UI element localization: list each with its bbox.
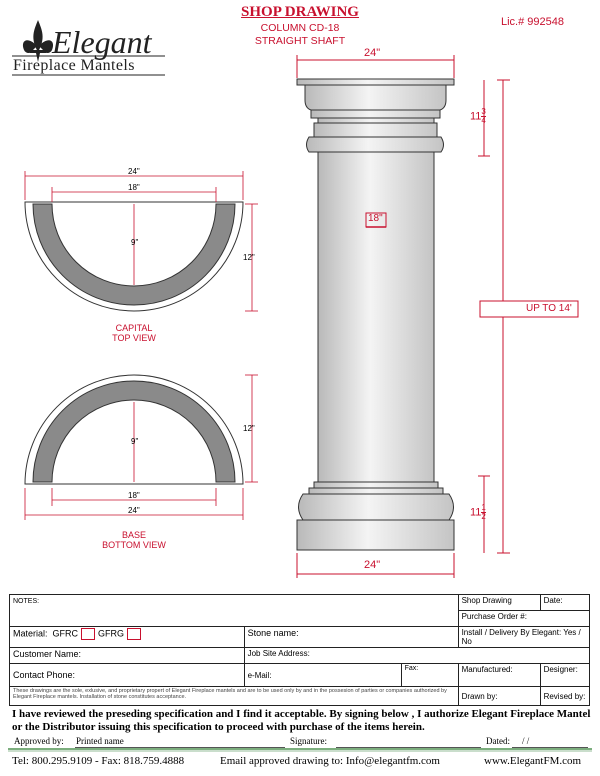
install-delivery-label: Install / Delivery By Elegant: Yes / No [461,628,581,646]
gfrc-label: GFRC [52,628,79,639]
revised-by-label: Revised by: [543,691,586,701]
base-radius-label: 9" [131,437,139,446]
base-height-label [470,504,486,521]
base-view-label-2: BOTTOM VIEW [102,540,166,550]
notes-label: NOTES: [13,598,40,605]
dated-label: Dated: [486,736,510,746]
capital-view-label-1: CAPITAL [115,323,153,333]
purchase-order-label: Purchase Order #: [461,612,527,621]
footer-email: Email approved drawing to: Info@elegantfm.com [220,755,440,767]
capital-height-den: 4 [481,116,486,125]
notes-field[interactable] [10,595,459,627]
footer-phones: Tel: 800.295.9109 - Fax: 818.759.4888 [12,755,185,767]
model-number: COLUMN CD-18 [260,22,340,34]
customer-name-field[interactable] [10,648,245,664]
base-view-label [94,530,174,550]
signature-label: Signature: [290,736,327,746]
manufactured-field[interactable] [458,664,540,687]
stone-name-label: Stone name: [247,628,299,638]
fax-field[interactable] [401,664,458,687]
contact-phone-label: Contact Phone: [13,670,76,680]
approval-form [9,594,590,706]
material-field [10,627,245,648]
bottom-width-label: 24" [364,559,381,571]
logo-name: Elegant [52,24,152,60]
authorization-statement: I have reviewed the preseding specification and I find it acceptable. By signing below , I authorize Elegant Fireplace Mantel or the Distributor issuing this specification to proceed with purchase of the items herein. [12,708,591,733]
customer-name-label: Customer Name: [13,649,82,659]
capital-height-whole: 11 [470,110,482,123]
page-title: SHOP DRAWING [241,4,359,20]
revised-by-field[interactable] [540,687,589,706]
capital-inner-label: 18" [128,183,140,192]
top-width-label: 24" [364,47,381,59]
date-label: Date: [543,596,563,605]
logo-tagline: Fireplace Mantels [13,57,135,74]
capital-height-label [470,108,486,125]
column-elevation [297,79,454,550]
manufactured-label: Manufactured: [461,665,513,674]
email-field[interactable] [244,664,401,687]
contact-phone-field[interactable] [10,664,245,687]
purchase-order-field[interactable] [458,611,589,627]
height-label: UP TO 14' [526,303,572,314]
capital-radius-label: 9" [131,238,139,247]
base-depth-label: 12" [243,424,255,433]
base-height-whole: 11 [470,506,482,519]
shop-drawing-label: Shop Drawing [461,596,512,605]
designer-label: Designer: [543,665,578,674]
shaft-diameter-label: 18" [368,213,383,224]
height-dimension [478,80,578,553]
shop-drawing-cell [458,595,540,611]
drawn-by-label: Drawn by: [461,691,498,701]
date-field[interactable] [540,595,589,611]
dated-line[interactable] [512,747,588,748]
printed-name-label: Printed name [76,736,124,746]
base-inner-label: 18" [128,491,140,500]
license-number: Lic.# 992548 [501,16,564,28]
capital-height-num: 3 [481,107,486,116]
footer-website: www.ElegantFM.com [484,755,582,767]
gfrc-checkbox[interactable] [81,628,95,640]
job-site-field[interactable] [244,648,589,664]
disclaimer-text: These drawings are the sole, exlusive, and proprietary propert of Elegant Fireplace mantels and are to be used only by and in the possesion of parties or companies authorized by Elegant Fireplace mantels. Installation of stone constitutes acceptance. [10,687,459,706]
capital-outer-label: 24" [128,167,140,176]
gfrg-label: GFRG [98,628,125,639]
base-outer-label: 24" [128,506,140,515]
capital-view-label-2: TOP VIEW [112,333,156,343]
base-height-num: 1 [481,503,486,512]
date-slashes: / / [522,736,530,746]
approved-by-label: Approved by: [14,736,64,746]
drawn-by-field[interactable] [458,687,540,706]
gfrg-checkbox[interactable] [127,628,141,640]
designer-field[interactable] [540,664,589,687]
capital-view-label [94,323,174,343]
signature-line[interactable] [336,747,481,748]
capital-depth-label: 12" [243,253,255,262]
email-label: e-Mail: [247,670,272,680]
material-label: Material: [13,628,48,639]
job-site-label: Job Site Address: [247,649,310,658]
base-height-den: 2 [481,512,486,521]
fax-label: Fax: [404,665,419,672]
base-view-label-1: BASE [121,530,146,540]
install-delivery-field[interactable] [458,627,589,648]
shaft-type: STRAIGHT SHAFT [254,35,346,47]
stone-name-field[interactable] [244,627,458,648]
printed-name-line[interactable] [75,747,285,748]
